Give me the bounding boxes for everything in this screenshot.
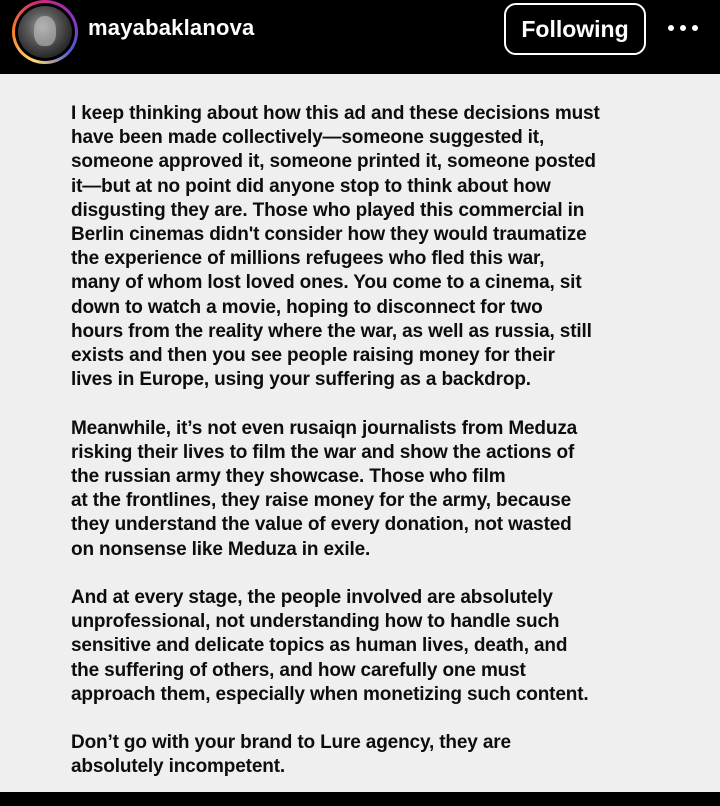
post-text-line: hours from the reality where the war, as well as russia, still bbox=[71, 320, 592, 342]
dot bbox=[680, 25, 686, 31]
post-text-line: approach them, especially when monetizing such content. bbox=[71, 683, 589, 705]
following-button[interactable]: Following bbox=[504, 3, 646, 55]
post-text-line: they understand the value of every donation, not wasted bbox=[71, 514, 572, 536]
post-text-line: unprofessional, not understanding how to handle such bbox=[71, 611, 560, 633]
post-text-line: have been made collectively—someone suggested it, bbox=[71, 127, 545, 149]
dot bbox=[668, 25, 674, 31]
post-text-line: the experience of millions refugees who fled this war, bbox=[71, 248, 545, 270]
post-paragraph bbox=[71, 102, 661, 392]
post-text-line: sensitive and delicate topics as human lives, death, and bbox=[71, 635, 568, 657]
avatar[interactable] bbox=[12, 0, 78, 64]
post-text-line: Don’t go with your brand to Lure agency, they are bbox=[71, 732, 511, 754]
more-horizontal-icon[interactable] bbox=[668, 18, 698, 38]
avatar-border bbox=[15, 3, 75, 61]
post-header bbox=[0, 0, 720, 74]
post-text bbox=[71, 102, 661, 780]
post-text-line: many of whom lost loved ones. You come to a cinema, sit bbox=[71, 272, 582, 294]
post-paragraph bbox=[71, 417, 661, 562]
post-text-line: lives in Europe, using your suffering as a backdrop. bbox=[71, 369, 531, 391]
post-text-line: exists and then you see people raising money for their bbox=[71, 345, 555, 367]
post-text-line: disgusting they are. Those who played this commercial in bbox=[71, 199, 585, 221]
bottom-bar bbox=[0, 792, 720, 806]
post-text-line: absolutely incompetent. bbox=[71, 756, 286, 778]
post-paragraph bbox=[71, 586, 661, 707]
post-text-line: Meanwhile, it’s not even rusaiqn journalists from Meduza bbox=[71, 417, 578, 439]
post-text-line: down to watch a movie, hoping to disconnect for two bbox=[71, 296, 543, 318]
post-text-line: I keep thinking about how this ad and these decisions must bbox=[71, 103, 600, 124]
post-text-line: the russian army they showcase. Those who film bbox=[71, 466, 506, 488]
post-text-line: risking their lives to film the war and show the actions of bbox=[71, 441, 575, 463]
post-text-line: on nonsense like Meduza in exile. bbox=[71, 538, 371, 560]
post-text-line: at the frontlines, they raise money for the army, because bbox=[71, 490, 572, 512]
post-image bbox=[0, 74, 720, 792]
post-paragraph bbox=[71, 731, 661, 779]
avatar-image bbox=[18, 6, 72, 58]
username[interactable]: mayabaklanova bbox=[88, 15, 255, 40]
post-text-line: And at every stage, the people involved are absolutely bbox=[71, 587, 553, 609]
post-text-line: it—but at no point did anyone stop to think about how bbox=[71, 175, 551, 197]
post-text-line: the suffering of others, and how carefully one must bbox=[71, 659, 526, 681]
post-text-line: someone approved it, someone printed it, someone posted bbox=[71, 151, 596, 173]
dot bbox=[692, 25, 698, 31]
post-text-line: Berlin cinemas didn't consider how they would traumatize bbox=[71, 224, 587, 246]
